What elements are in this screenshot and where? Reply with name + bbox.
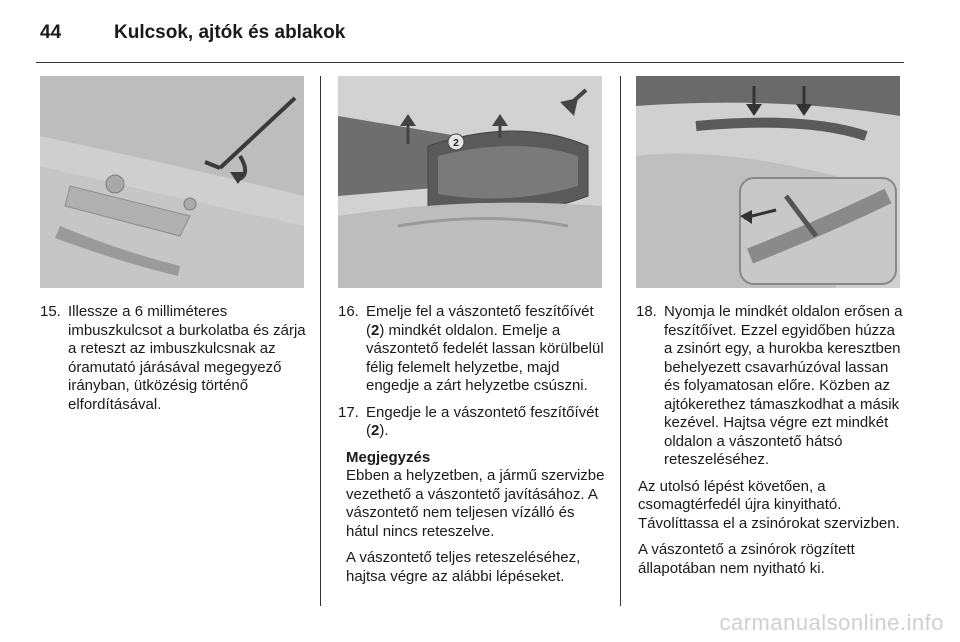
step-number: 16. bbox=[338, 303, 359, 320]
note-body: Ebben a helyzetben, a jármű szervizbe vezethető a vászontető javításához. A vászontető nem teljesen vízálló és hátul nincs reteszelve. bbox=[346, 467, 605, 540]
step-text-part: ). bbox=[379, 422, 389, 439]
figure-reference: 2 bbox=[371, 422, 380, 439]
roof-lid-illustration-icon bbox=[338, 76, 602, 288]
page-header bbox=[40, 22, 345, 52]
paragraph: Az utolsó lépést követően, a csomagtérfedél újra kinyitható. Távolíttassa el a zsinórokat szervizben. bbox=[638, 477, 900, 532]
instruction-paragraph: A vászontető teljes reteszeléséhez, hajtsa végre az alábbi lépéseket. bbox=[346, 549, 581, 585]
note-heading: Megjegyzés bbox=[346, 448, 431, 466]
page-title: Kulcsok, ajtók és ablakok bbox=[114, 22, 346, 43]
column-2 bbox=[338, 303, 610, 594]
figure-roof-lid bbox=[338, 76, 602, 288]
step-number: 15. bbox=[40, 303, 61, 320]
step-number: 18. bbox=[636, 303, 657, 320]
figure-callout: 2 bbox=[453, 138, 459, 149]
step-text-part: Emelje fel a vászontető feszítőívét ( bbox=[366, 303, 594, 339]
figure-hex-key bbox=[40, 76, 304, 288]
watermark: carmanualsonline.info bbox=[719, 610, 944, 635]
closing-text bbox=[636, 478, 904, 579]
screwdriver-illustration-icon bbox=[636, 76, 900, 288]
step-15 bbox=[40, 303, 310, 414]
step-number: 17. bbox=[338, 403, 359, 421]
header-divider bbox=[36, 62, 904, 63]
column-1 bbox=[40, 303, 310, 422]
figure-screwdriver bbox=[636, 76, 900, 288]
step-text bbox=[366, 404, 610, 441]
figure-reference: 2 bbox=[371, 321, 380, 339]
step-text: Illessze a 6 milliméteres imbuszkulcsot a burkolatba és zárja a reteszt az imbuszkulcsnak az óramutató járásával megegyező irányban, ütközésig történő elfordításával. bbox=[68, 303, 306, 413]
column-divider-2 bbox=[620, 76, 621, 606]
step-text bbox=[366, 303, 610, 396]
paragraph: A vászontető a zsinórok rögzített állapotában nem nyitható ki. bbox=[638, 541, 855, 577]
page-number: 44 bbox=[40, 22, 62, 43]
step-18 bbox=[636, 303, 904, 470]
column-3 bbox=[636, 303, 904, 586]
step-text: Nyomja le mindkét oldalon erősen a feszítőívet. Ezzel egyidőben húzza a zsinórt egy, a hurokba keresztben behelyezett csavarhúzóval lassan és folyamatosan előre. Közben az ajtókerethez támaszkodhat a másik kezével. Hajtsa végre ezt mindkét oldalon a vászontető hátsó reteszeléséhez. bbox=[664, 303, 903, 468]
step-17 bbox=[338, 404, 610, 441]
hex-key-illustration-icon bbox=[40, 76, 304, 288]
step-16 bbox=[338, 303, 610, 396]
step-text-part: ) mindkét oldalon. Emelje a vászontető fedelét lassan körülbelül félig felemelt helyzetbe, majd engedje a zárt helyzetbe csúszni. bbox=[366, 321, 604, 394]
column-divider-1 bbox=[320, 76, 321, 606]
step-text-part: Engedje le a vászontető feszítőívét ( bbox=[366, 403, 599, 439]
note-block bbox=[338, 449, 610, 587]
